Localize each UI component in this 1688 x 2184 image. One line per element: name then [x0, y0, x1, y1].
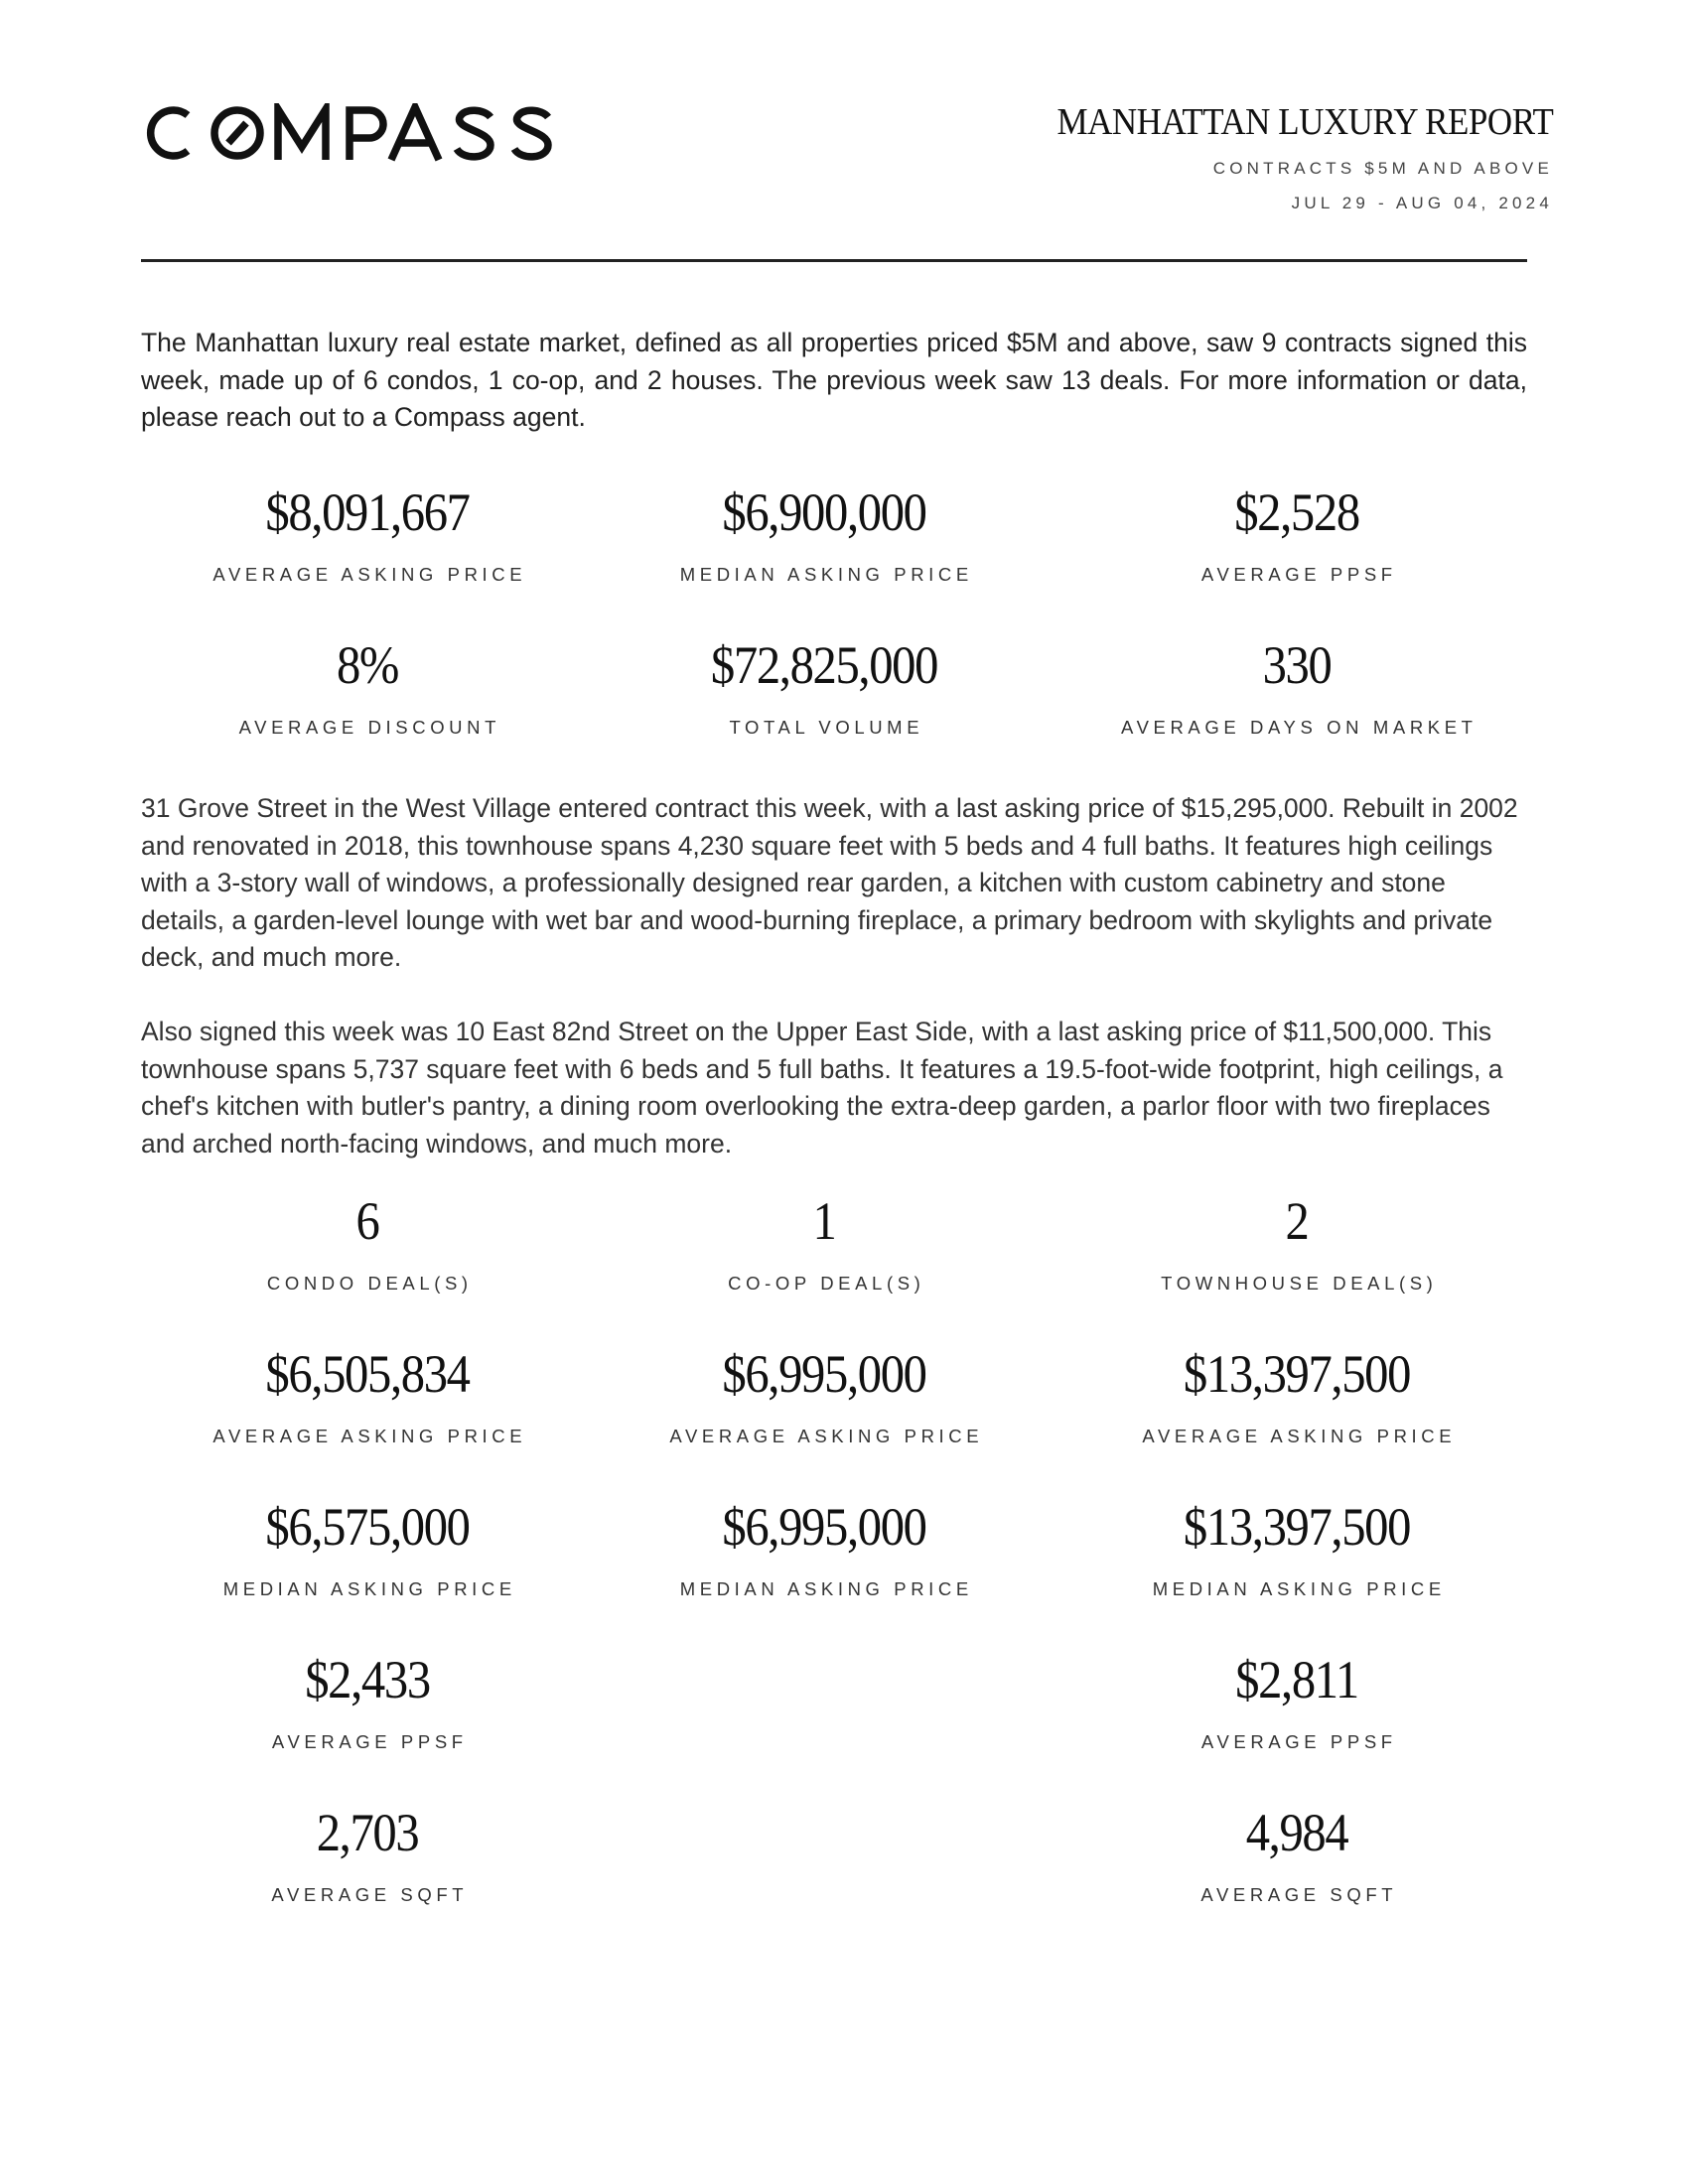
- stat-value: $2,811: [1235, 1650, 1358, 1709]
- stat-label: AVERAGE PPSF: [1200, 1731, 1397, 1752]
- stat-value: 6: [355, 1191, 379, 1251]
- header-divider: [141, 259, 1527, 262]
- condo-average-sqft: [139, 1803, 596, 1906]
- stat-label: MEDIAN ASKING PRICE: [1152, 1578, 1446, 1599]
- stat-value: $6,995,000: [722, 1497, 926, 1557]
- stat-value: 2: [1285, 1191, 1309, 1251]
- townhouse-average-ppsf: [1068, 1650, 1525, 1753]
- stat-label: AVERAGE ASKING PRICE: [669, 1426, 984, 1446]
- condo-deals: [139, 1191, 596, 1295]
- report-date-range: JUL 29 - AUG 04, 2024: [1291, 194, 1553, 212]
- stat-label: CONDO DEAL(S): [266, 1273, 473, 1294]
- stat-label: AVERAGE PPSF: [271, 1731, 468, 1752]
- stat-value: $8,091,667: [265, 482, 470, 542]
- stat-value: 330: [1262, 635, 1332, 695]
- stat-value: 2,703: [316, 1803, 419, 1862]
- stat-value: $2,528: [1234, 482, 1359, 542]
- highlight-paragraph-2: Also signed this week was 10 East 82nd Street on the Upper East Side, with a last asking price of $11,500,000. This townhouse spans 5,737 square feet with 6 beds and 5 full baths. It features a 19.5-foot-wide footprint, high ceilings, a chef's kitchen with butler's pantry, a dining room overlooking the extra-deep garden, a parlor floor with two fireplaces and arched north-facing windows, and much more.: [141, 1017, 1503, 1159]
- stat-median-asking-price: [596, 482, 1053, 586]
- stat-label: TOWNHOUSE DEAL(S): [1161, 1273, 1438, 1294]
- stat-label: AVERAGE DISCOUNT: [238, 717, 501, 738]
- stat-label: MEDIAN ASKING PRICE: [679, 1578, 973, 1599]
- stat-value: $72,825,000: [710, 635, 938, 695]
- coop-median-asking-price: [596, 1497, 1053, 1600]
- stat-label: AVERAGE ASKING PRICE: [212, 1426, 527, 1446]
- stat-total-volume: [596, 635, 1053, 739]
- stat-label: AVERAGE ASKING PRICE: [212, 564, 527, 585]
- stat-value: 1: [812, 1191, 836, 1251]
- compass-wordmark-icon: [141, 103, 558, 163]
- stat-average-asking-price: [139, 482, 596, 586]
- stat-value: $2,433: [305, 1650, 430, 1709]
- stat-average-ppsf: [1068, 482, 1525, 586]
- stat-value: $13,397,500: [1183, 1344, 1411, 1404]
- stat-label: AVERAGE SQFT: [271, 1884, 469, 1905]
- stat-value: $6,505,834: [265, 1344, 470, 1404]
- condo-median-asking-price: [139, 1497, 596, 1600]
- stat-label: CO-OP DEAL(S): [728, 1273, 925, 1294]
- report-subtitle: CONTRACTS $5M AND ABOVE: [1212, 159, 1553, 178]
- coop-deals: [596, 1191, 1053, 1295]
- coop-average-asking-price: [596, 1344, 1053, 1447]
- stat-label: AVERAGE PPSF: [1200, 564, 1397, 585]
- stat-value: 4,984: [1245, 1803, 1348, 1862]
- townhouse-average-sqft: [1068, 1803, 1525, 1906]
- highlight-paragraph-1: 31 Grove Street in the West Village entered contract this week, with a last asking price of $15,295,000. Rebuilt in 2002 and renovated in 2018, this townhouse spans 4,230 square feet with 5 beds and 4 full baths. It features high ceilings with a 3-story wall of windows, a professionally designed rear garden, a kitchen with custom cabinetry and stone details, a garden-level lounge with wet bar and wood-burning fireplace, a primary bedroom with skylights and private deck, and much more.: [141, 793, 1518, 972]
- stat-value: $6,575,000: [265, 1497, 470, 1557]
- stat-average-days-on-market: [1068, 635, 1525, 739]
- compass-logo: [141, 103, 558, 163]
- condo-average-ppsf: [139, 1650, 596, 1753]
- stat-label: MEDIAN ASKING PRICE: [222, 1578, 516, 1599]
- condo-average-asking-price: [139, 1344, 596, 1447]
- stat-value: $6,900,000: [722, 482, 926, 542]
- stat-value: $13,397,500: [1183, 1497, 1411, 1557]
- intro-paragraph: The Manhattan luxury real estate market, defined as all properties priced $5M and above, saw 9 contracts signed this week, made up of 6 condos, 1 co-op, and 2 houses. The previous week saw 13 deals. For more information or data, please reach out to a Compass agent.: [141, 328, 1527, 432]
- townhouse-average-asking-price: [1068, 1344, 1525, 1447]
- stat-average-discount: [139, 635, 596, 739]
- report-title: MANHATTAN LUXURY REPORT: [1056, 101, 1553, 143]
- stat-label: AVERAGE DAYS ON MARKET: [1121, 717, 1477, 738]
- stat-value: $6,995,000: [722, 1344, 926, 1404]
- stat-value: 8%: [336, 635, 399, 695]
- townhouse-deals: [1068, 1191, 1525, 1295]
- stat-label: AVERAGE ASKING PRICE: [1142, 1426, 1457, 1446]
- stat-label: MEDIAN ASKING PRICE: [679, 564, 973, 585]
- stat-label: AVERAGE SQFT: [1200, 1884, 1398, 1905]
- townhouse-median-asking-price: [1068, 1497, 1525, 1600]
- report-header: [1014, 99, 1553, 213]
- stat-label: TOTAL VOLUME: [729, 717, 924, 738]
